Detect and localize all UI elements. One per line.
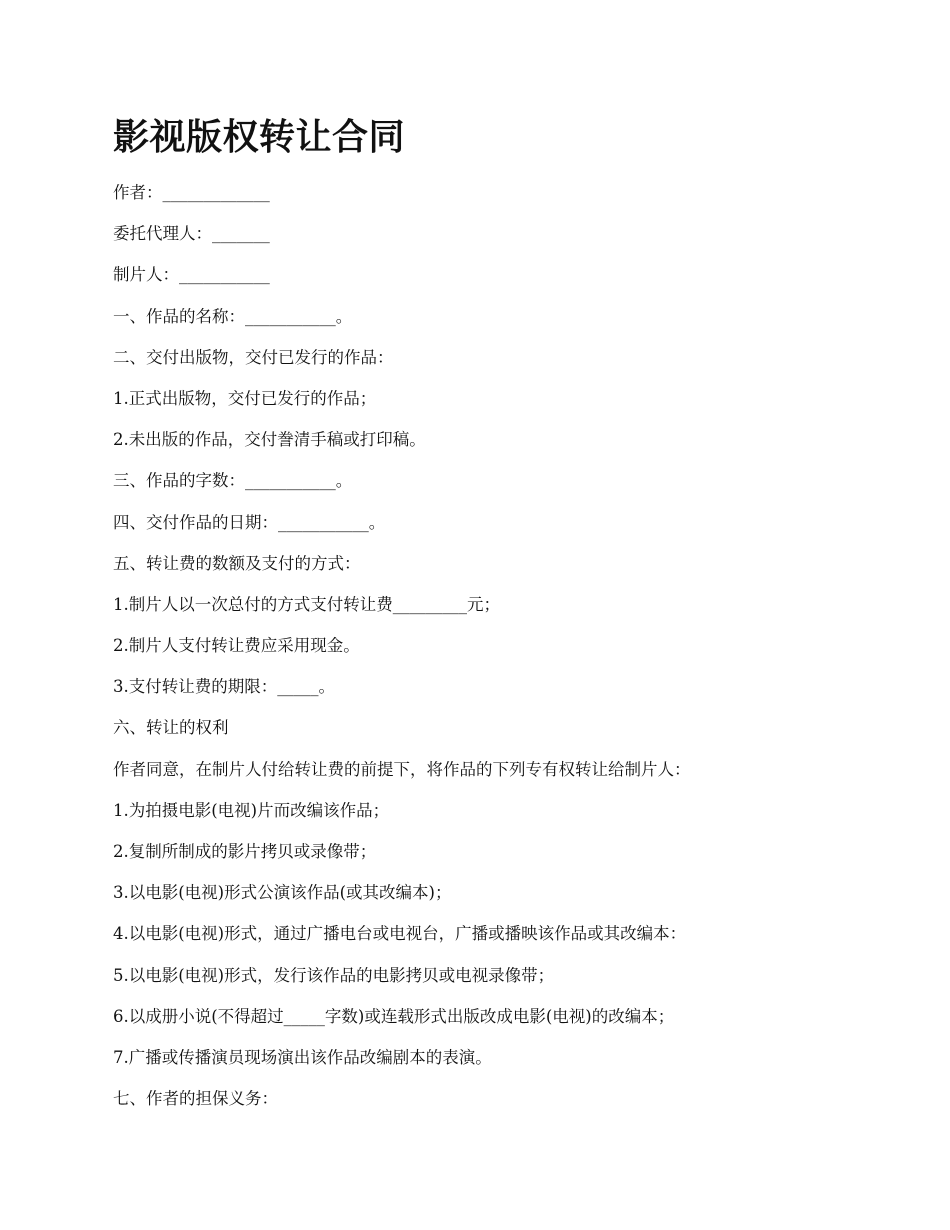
section-rights-heading: 六、转让的权利 (113, 718, 229, 738)
author-field-line: 作者：_____________ (113, 183, 270, 202)
rights-item-7: 7.广播或传播演员现场演出该作品改编剧本的表演。 (113, 1047, 492, 1067)
document-body (113, 176, 853, 1123)
section-word-count: 三、作品的字数：___________。 (113, 471, 353, 491)
rights-item-4: 4.以电影(电视)形式，通过广播电台或电视台，广播或播映该作品或其改编本： (113, 924, 687, 944)
rights-intro: 作者同意，在制片人付给转让费的前提下，将作品的下列专有权转让给制片人： (113, 759, 691, 779)
document-title: 影视版权转让合同 (113, 116, 406, 158)
rights-item-2: 2.复制所制成的影片拷贝或录像带； (113, 842, 377, 861)
section-delivery-date: 四、交付作品的日期：___________。 (113, 512, 386, 532)
section-delivery-heading: 二、交付出版物，交付已发行的作品： (113, 347, 394, 367)
fee-item-3: 3.支付转让费的期限：_____。 (113, 677, 335, 697)
section-fee-heading: 五、转让费的数额及支付的方式： (113, 553, 361, 573)
fee-item-1: 1.制片人以一次总付的方式支付转让费_________元； (113, 594, 500, 614)
delivery-item-1: 1.正式出版物，交付已发行的作品； (113, 388, 377, 408)
section-warranty-heading: 七、作者的担保义务： (113, 1089, 278, 1109)
producer-field-line: 制片人：___________ (113, 265, 270, 285)
agent-field-line: 委托代理人：_______ (113, 224, 270, 244)
delivery-item-2: 2.未出版的作品，交付誊清手稿或打印稿。 (113, 430, 426, 450)
section-work-name: 一、作品的名称：___________。 (113, 306, 353, 326)
rights-item-6: 6.以成册小说(不得超过_____字数)或连载形式出版改成电影(电视)的改编本； (113, 1006, 675, 1026)
fee-item-2: 2.制片人支付转让费应采用现金。 (113, 636, 360, 656)
rights-item-1: 1.为拍摄电影(电视)片而改编该作品； (113, 800, 390, 820)
rights-item-3: 3.以电影(电视)形式公演该作品(或其改编本)； (113, 883, 452, 903)
rights-item-5: 5.以电影(电视)形式，发行该作品的电影拷贝或电视录像带； (113, 965, 555, 985)
